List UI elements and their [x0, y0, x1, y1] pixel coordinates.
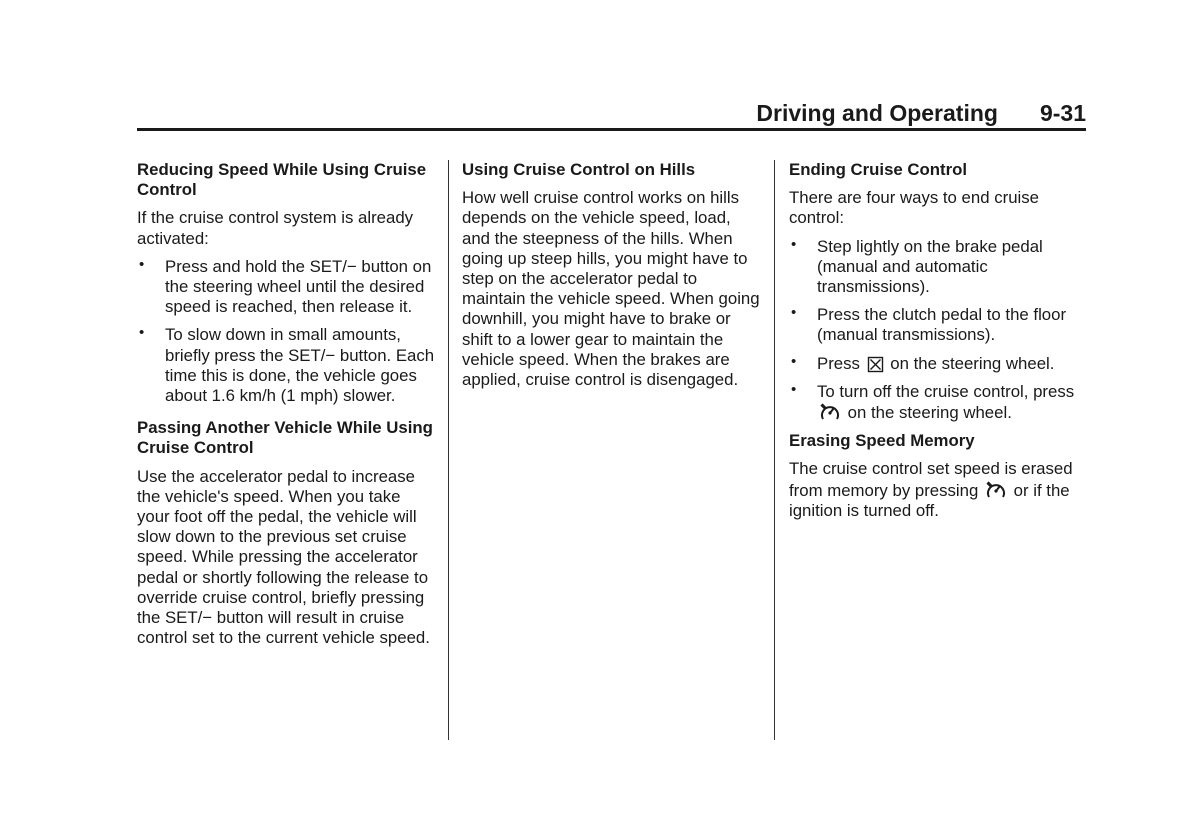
para-passing-vehicle: Use the accelerator pedal to increase the vehicle's speed. When you take your foot off the pedal, the vehicle will slow down to the previous set cruise speed. While pressing the accelerator pedal or shortly following the release to override cruise control, briefly pressing the SET/− button will result in cruise control set to the current vehicle speed. [137, 466, 430, 648]
heading-reducing-speed: Reducing Speed While Using Cruise Control [137, 160, 427, 200]
bullet-text-pre: To turn off the cruise control, press [817, 381, 1075, 401]
column-divider-1 [448, 160, 449, 740]
bullet-text-post: on the steering wheel. [890, 353, 1055, 373]
cruise-cancel-icon [867, 356, 884, 373]
intro-ending-cruise: There are four ways to end cruise control: [789, 188, 1039, 228]
para-erasing-memory [789, 459, 1089, 521]
list-item [789, 382, 1089, 423]
list-item: • Press the clutch pedal to the floor (manual transmissions). [789, 305, 1089, 345]
page-header [137, 100, 1086, 127]
reducing-speed-list [137, 257, 437, 406]
intro-reducing-speed: If the cruise control system is already activated: [137, 208, 414, 248]
page-number: 9-31 [1039, 100, 1086, 126]
list-item: • Step lightly on the brake pedal (manual and automatic transmissions). [789, 237, 1089, 298]
ending-cruise-list [789, 237, 1089, 424]
bullet-text-pre: Press [817, 353, 860, 373]
heading-ending-cruise: Ending Cruise Control [789, 160, 968, 179]
heading-cruise-hills: Using Cruise Control on Hills [462, 160, 696, 179]
list-item: • Press and hold the SET/− button on the steering wheel until the desired speed is reached, then release it. [137, 257, 437, 318]
column-divider-2 [774, 160, 775, 740]
para-text-post: or if the ignition is turned off. [789, 480, 1070, 520]
cruise-control-icon [819, 402, 841, 422]
para-text-pre: The cruise control set speed is erased from memory by pressing [789, 459, 1073, 500]
para-cruise-hills: How well cruise control works on hills depends on the vehicle speed, load, and the steepness of the hills. When going up steep hills, you might have to step on the accelerator pedal to maintain the vehicle speed. When going downhill, you might have to brake or shift to a lower gear to maintain the vehicle speed. When the brakes are applied, cruise control is disengaged. [462, 188, 760, 390]
heading-erasing-memory: Erasing Speed Memory [789, 431, 975, 451]
bullet-text-post: on the steering wheel. [847, 403, 1012, 423]
section-title: Driving and Operating [756, 100, 998, 126]
column-1 [137, 160, 437, 656]
list-item: • To slow down in small amounts, briefly press the SET/− button. Each time this is done, the vehicle goes about 1.6 km/h (1 mph) slower. [137, 325, 437, 406]
list-item [789, 354, 1089, 374]
column-3 [789, 160, 1089, 529]
header-rule [137, 128, 1086, 131]
column-2 [462, 160, 762, 398]
cruise-control-icon [985, 480, 1007, 500]
heading-passing-vehicle: Passing Another Vehicle While Using Cruise Control [137, 418, 433, 458]
